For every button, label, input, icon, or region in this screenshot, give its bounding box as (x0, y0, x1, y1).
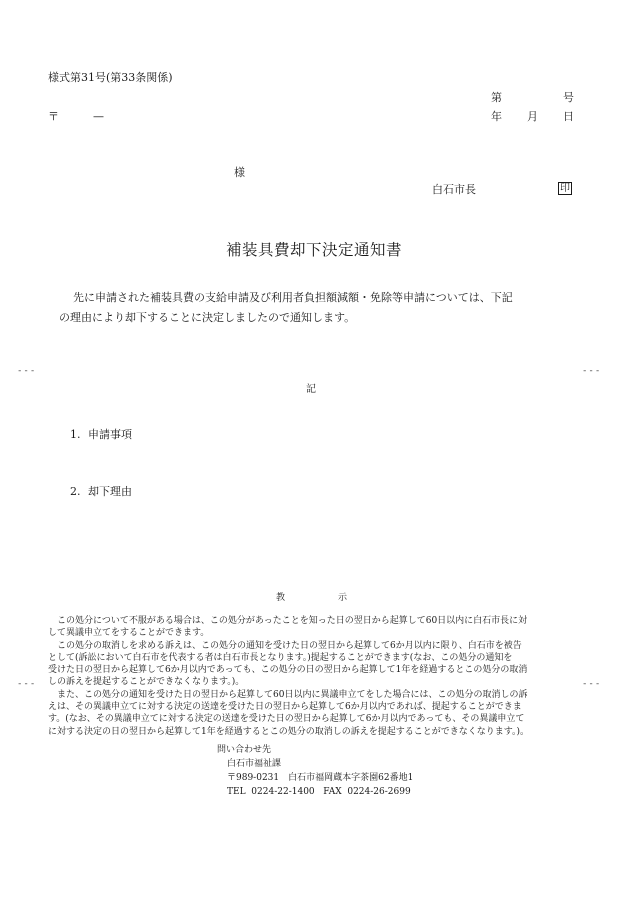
instruction-text (48, 615, 588, 738)
margin-mark-right-top: --- (582, 366, 602, 376)
postal-separator: — (93, 110, 104, 123)
body-line-1: 先に申請された補装具費の支給申請及び利用者負担額減額・免除等申請については、下記 (73, 291, 513, 304)
contact-phone-fax (227, 788, 411, 797)
item-2-number: 2. (70, 485, 81, 498)
instruction-line: この処分について不服がある場合は、この処分があったことを知った日の翌日から起算して60日以内に白石市長に対 (48, 616, 528, 626)
document-title: 補装具費却下決定通知書 (226, 241, 403, 259)
item-1-number: 1. (70, 428, 81, 441)
instruction-heading-right: 示 (338, 593, 348, 603)
seal-mark: 印 (560, 183, 570, 194)
ki-heading: 記 (306, 384, 316, 395)
instruction-line: この処分の取消しを求める訴えは、この処分の通知を受けた日の翌日から起算して6か月以内に限り、白石市を被告 (48, 640, 522, 651)
issue-no-suffix: 号 (563, 91, 574, 104)
instruction-heading-left: 教 (276, 593, 286, 603)
issue-no-prefix: 第 (491, 91, 502, 104)
contact-address: 〒989-0231 白石市福岡蔵本字茶園62番地1 (227, 773, 414, 783)
instruction-line: えは、その異議申立てに対する決定の送達を受けた日の翌日から起算して6か月以内であれば、提起することができま (48, 702, 522, 713)
margin-mark-left-bottom: --- (17, 679, 37, 689)
fax-number: 0224-26-2699 (347, 787, 411, 797)
issuer-name: 白石市長 (432, 183, 476, 196)
instruction-line: として(訴訟において白石市を代表する者は白石市長となります。)提起することができます(なお、この処分の通知を (48, 652, 513, 663)
contact-department: 白石市福祉課 (227, 759, 282, 769)
instruction-line: に対する決定の日の翌日から起算して1年を経過するとこの処分の取消しの訴えを提起することができなくなります。)。 (48, 726, 530, 737)
item-1-label: 申請事項 (88, 428, 132, 441)
margin-mark-left-top: --- (17, 366, 37, 376)
instruction-line: 受けた日の翌日から起算して6か月以内であっても、この処分の日の翌日から起算して1年を経過するとこの処分の取消 (48, 665, 528, 676)
contact-heading: 問い合わせ先 (217, 745, 272, 755)
date-day: 日 (563, 110, 574, 123)
addressee-suffix: 様 (234, 166, 245, 179)
instruction-line: しの訴えを提起することができなくなります。)。 (48, 677, 245, 688)
postal-symbol: 〒 (48, 110, 59, 123)
instruction-line: して異議申立てをすることができます。 (48, 628, 210, 639)
item-2-label: 却下理由 (88, 485, 132, 498)
margin-mark-right-bottom: --- (582, 679, 602, 689)
body-line-2: の理由により却下することに決定しましたので通知します。 (59, 311, 356, 324)
form-number: 様式第31号(第33条関係) (48, 71, 173, 84)
phone-number: 0224-22-1400 (251, 787, 315, 797)
phone-label: TEL (227, 787, 246, 797)
instruction-line: また、この処分の通知を受けた日の翌日から起算して60日以内に異議申立てをした場合には、この処分の取消しの訴 (48, 689, 528, 700)
fax-label: FAX (323, 787, 342, 797)
instruction-line: す。(なお、その異議申立てに対する決定の送達を受けた日の翌日から起算して6か月以内であっても、その異議申立て (48, 714, 525, 725)
date-month: 月 (527, 110, 538, 123)
date-year: 年 (491, 110, 502, 123)
